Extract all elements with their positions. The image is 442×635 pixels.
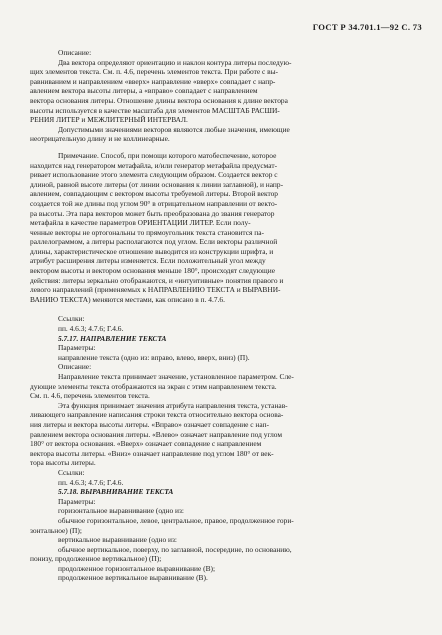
text-line: обычное горизонтальное, левое, центральное, правое, продолженное гори- bbox=[58, 515, 294, 525]
text-line: раллелограммом, а литеры располагаются под углом. Если векторы различной bbox=[30, 237, 278, 247]
text-line: РЕНИЯ ЛИТЕР и МЕЖЛИТЕРНЫЙ ИНТЕРВАЛ. bbox=[30, 115, 188, 125]
text-line: ния литеры и вектора высоты литеры. «Вправо» означает совпадение с нап- bbox=[30, 419, 269, 429]
text-line: Направление текста принимает значение, установленное параметром. Сле- bbox=[58, 372, 294, 381]
text-line: метафайла в качестве параметров ОРИЕНТАЦИИ ЛИТЕР. Если полу- bbox=[30, 218, 251, 228]
text-line: щих элементов текста. См. п. 4.6, перечень элементов текста. При работе с вы- bbox=[30, 67, 278, 77]
text-line: вертикальное выравнивание (одно из: bbox=[58, 535, 177, 545]
text-line: Параметры: bbox=[58, 343, 96, 353]
text-line: Ссылки: bbox=[58, 314, 85, 324]
document-body bbox=[30, 48, 430, 583]
text-line: неотрицательную длину и не коллинеарные. bbox=[30, 134, 170, 144]
text-line: 180° от вектора основания. «Вверх» означает совпадение с направлением bbox=[30, 439, 262, 449]
text-line: ра высоты. Эта пара векторов может быть преобразована до звания генератор bbox=[30, 208, 275, 218]
text-line: Описание: bbox=[58, 48, 92, 57]
text-line: длины, характеристическое отношение выводится из конструкции шрифта, и bbox=[30, 246, 274, 256]
text-line: ченные векторы не ортогональны то прямоугольник текста становится па- bbox=[30, 227, 264, 237]
text-line: Эта функция принимает значения атрибута направления текста, устанав- bbox=[58, 400, 288, 410]
text-line: Параметры: bbox=[58, 496, 96, 506]
text-line: Описание: bbox=[58, 362, 92, 372]
text-line: понизу, продолженное вертикальное) (П); bbox=[30, 554, 162, 564]
text-line: вектора основания литеры. Отношение длины вектора основания к длине вектора bbox=[30, 95, 288, 105]
text-line: атрибут расширения литеры изменяется. Если положительный угол между bbox=[30, 256, 266, 266]
text-line: ривает использование этого элемента следующим образом. Создается вектор с bbox=[30, 170, 278, 180]
text-line: авлением, совпадающим с вектором высоты требуемой литеры. Второй вектор bbox=[30, 189, 278, 199]
text-line: Ссылки: bbox=[58, 467, 85, 477]
text-line: Два вектора определяют ориентацию и наклон контура литеры последую- bbox=[58, 57, 292, 67]
section-heading: 5.7.18. ВЫРАВНИВАНИЕ ТЕКСТА bbox=[58, 487, 174, 497]
text-line: высоты используется в качестве масштаба для элементов МАСШТАБ РАСШИ- bbox=[30, 105, 280, 115]
text-line: пп. 4.6.3; 4.7.6; Г.4.6. bbox=[58, 324, 124, 334]
text-line: ВАНИЮ ТЕКСТА) меняются местами, как описано в п. 4.7.6. bbox=[30, 294, 225, 304]
text-line: горизонтальное выравнивание (одно из: bbox=[58, 506, 184, 516]
text-line: ливающего направление написания строки текста относительно вектора основа- bbox=[30, 410, 284, 420]
text-line: длиной, равной высоте литеры (от линии основания к линии заглавной), и напр- bbox=[30, 179, 284, 189]
text-line: Допустимыми значениями векторов являются любые значения, имеющие bbox=[58, 124, 290, 134]
text-line: равлением вектора основания литеры. «Влево» означает направление под углом bbox=[30, 429, 283, 439]
text-line: создается той же длины под углом 90° в отрицательном направлении от векто- bbox=[30, 198, 278, 208]
text-line: направление текста (одно из: вправо, влево, вверх, вниз) (П). bbox=[58, 352, 250, 362]
text-line: пп. 4.6.3; 4.7.6; Г.4.6. bbox=[58, 477, 124, 487]
text-line: продолженное вертикальное выравнивание (В). bbox=[58, 573, 208, 583]
text-line: вектора высоты литеры. «Вниз» означает направление под углом 180° от век- bbox=[30, 448, 274, 458]
text-line: обычное вертикальное, поверху, по заглавной, посередине, по основанию, bbox=[58, 544, 292, 554]
text-line: зонтальное) (П); bbox=[30, 525, 82, 535]
text-line: авлением вектора высоты литеры, а «вправо» совпадает с направлением bbox=[30, 86, 258, 96]
section-heading: 5.7.17. НАПРАВЛЕНИЕ ТЕКСТА bbox=[58, 333, 167, 343]
text-line: дующие элементы текста отображаются на экран с этим направлением текста. bbox=[30, 381, 277, 391]
text-line: вектором высоты и вектором основания меньше 180°, происходят следующие bbox=[30, 266, 275, 276]
text-line: действия: литеры зеркально отображаются, и «интуитивные» понятия правого и bbox=[30, 275, 284, 285]
text-line: левого направлений (применяемых к НАПРАВЛЕНИЮ ТЕКСТА и ВЫРАВНИ- bbox=[30, 285, 281, 295]
text-line: продолженное горизонтальное выравнивание (В); bbox=[58, 563, 216, 573]
text-line: находится над генератором метафайла, и/или генератор метафайла предусмат- bbox=[30, 160, 278, 170]
text-line: Примечание. Способ, при помощи которого матобеспечение, которое bbox=[58, 150, 277, 160]
page-header: ГОСТ Р 34.701.1—92 С. 73 bbox=[312, 22, 422, 32]
text-line: тора высоты литеры. bbox=[30, 458, 96, 468]
text-line: См. п. 4.6, перечень элементов текста. bbox=[30, 391, 150, 401]
text-line: равниванием и направлением «вверх» направление «вверх» совпадает с напр- bbox=[30, 76, 276, 86]
